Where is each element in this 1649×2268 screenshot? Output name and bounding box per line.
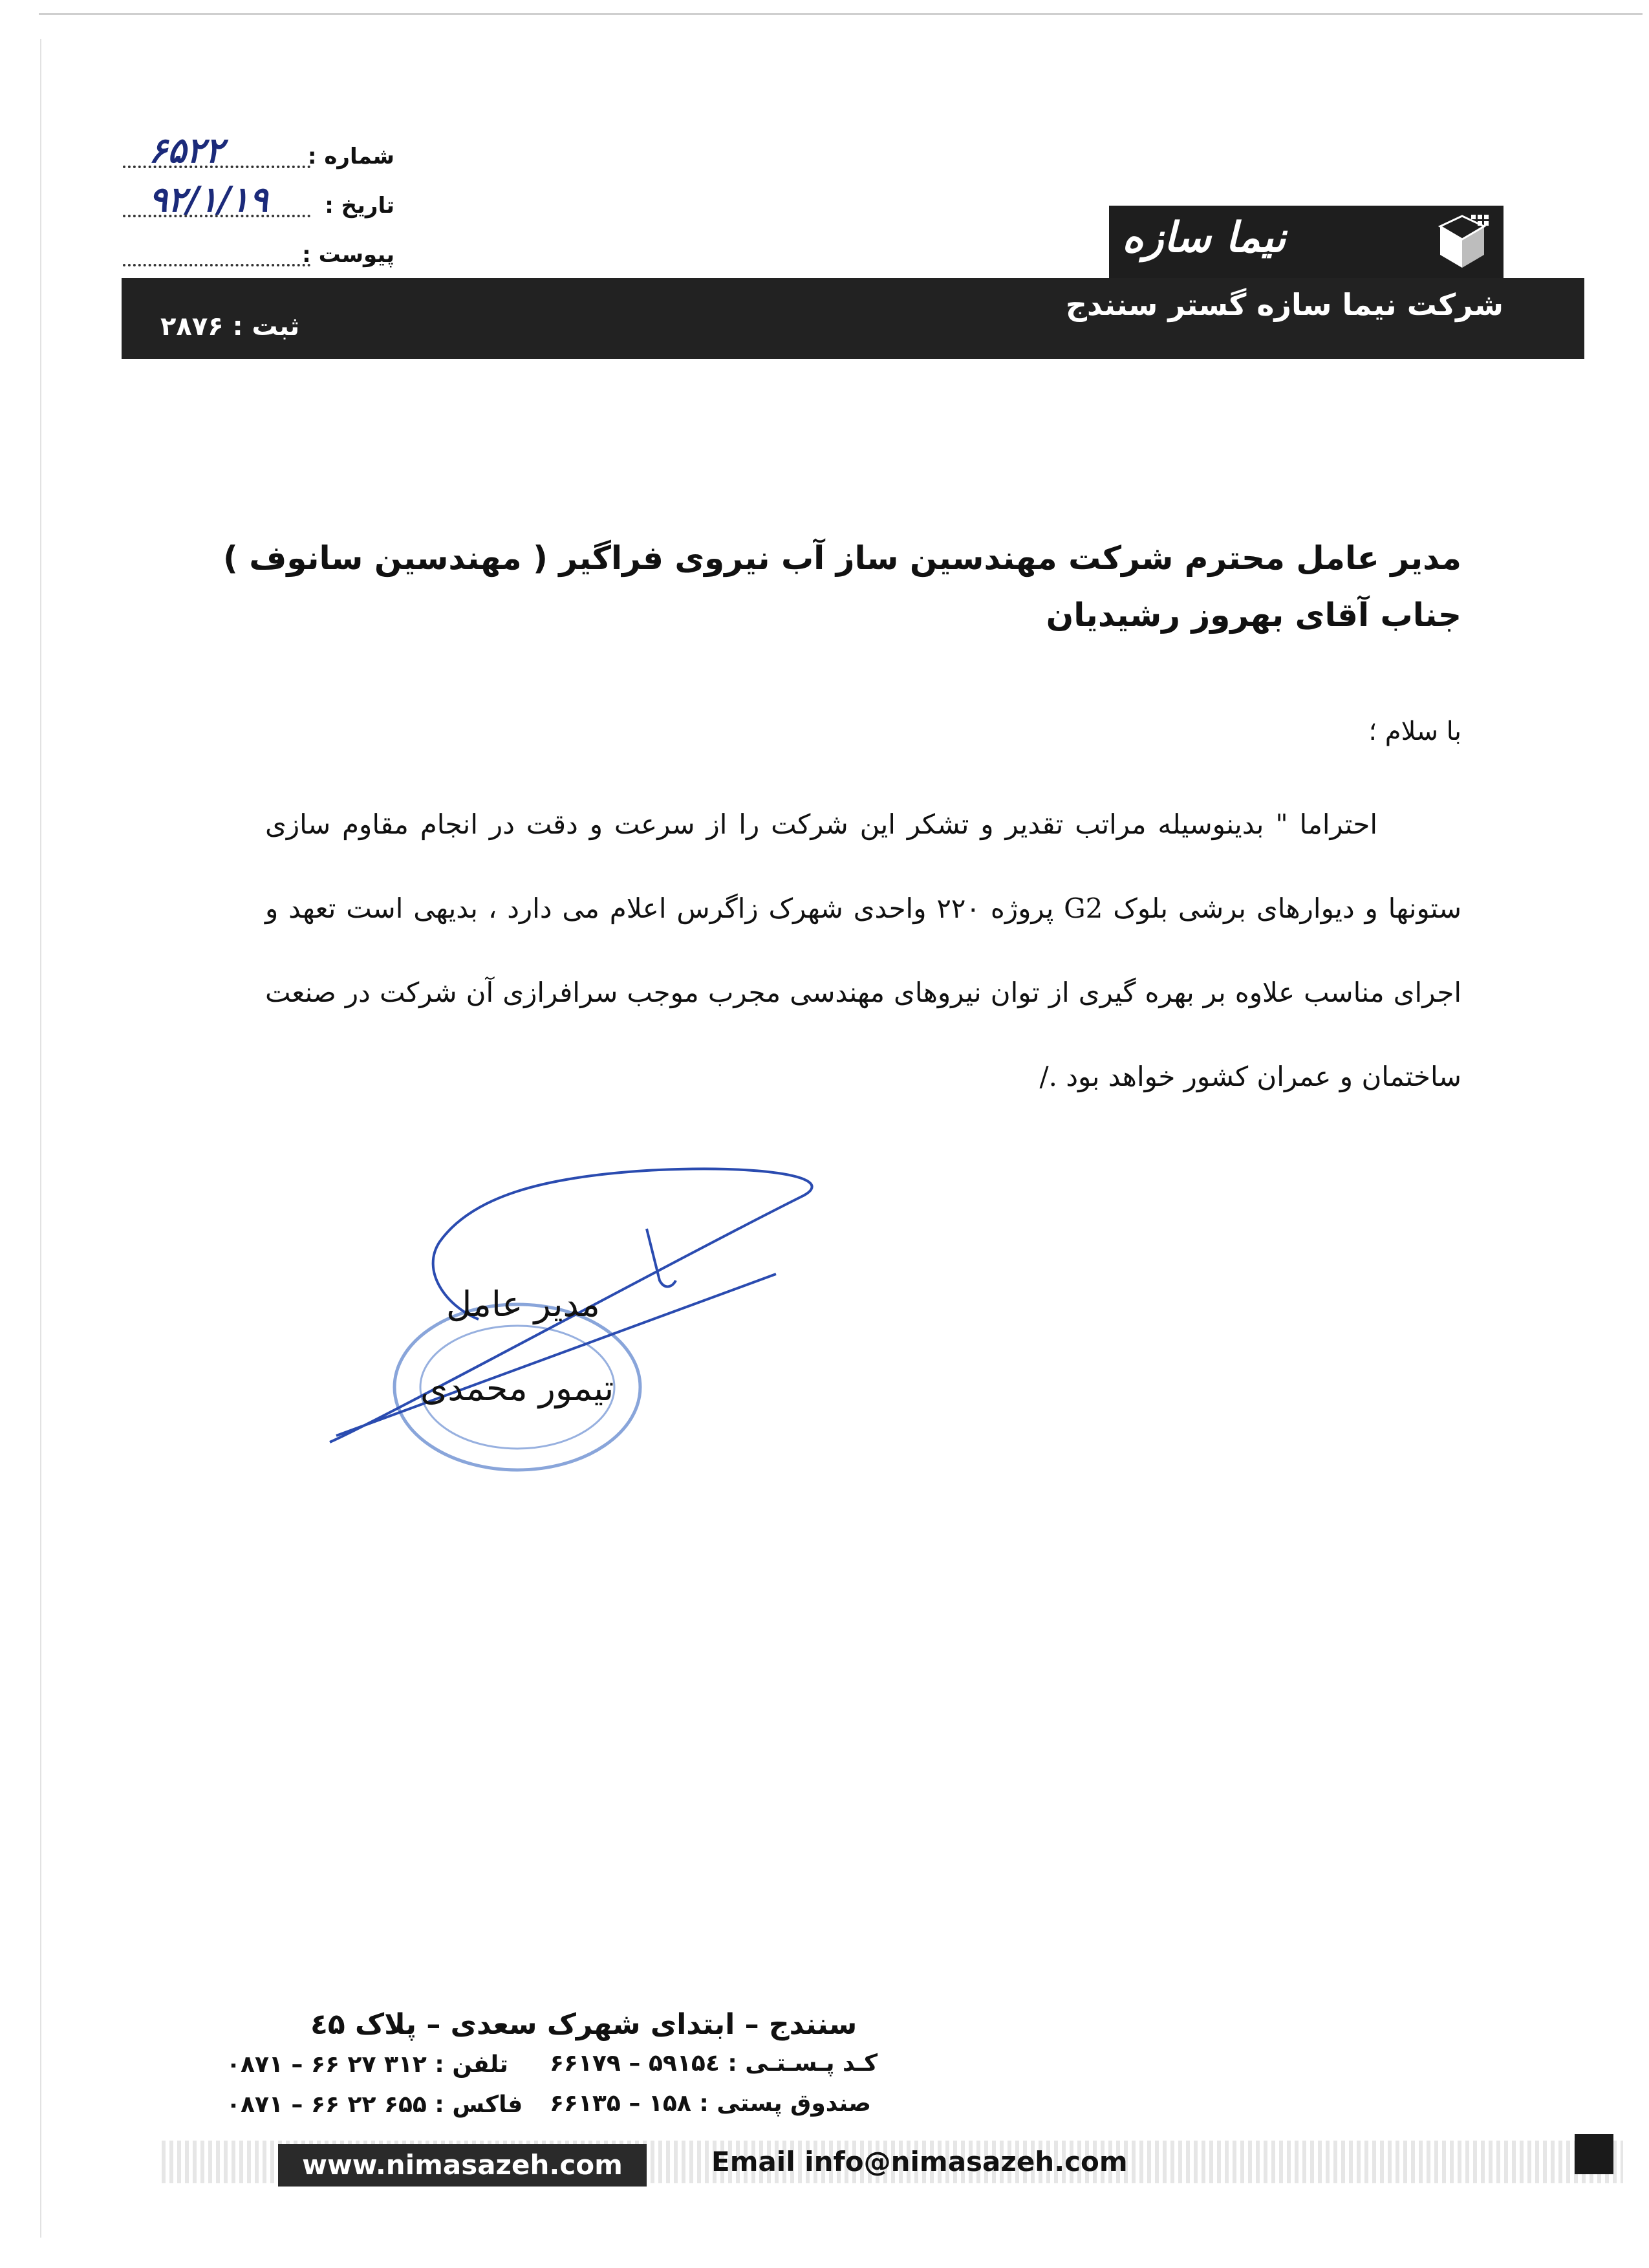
letter-meta <box>123 129 394 291</box>
attachment-dots <box>123 264 310 266</box>
footer-email: Email info@nimasazeh.com <box>711 2146 1128 2177</box>
date-value: ۹۲/۱/۱۹ <box>149 178 268 220</box>
footer-website: www.nimasazeh.com <box>278 2144 647 2187</box>
date-row <box>123 178 394 242</box>
company-name: شرکت نیما سازه گستر سنندج <box>1065 287 1503 322</box>
attachment-label: پیوست : <box>302 242 394 268</box>
registration-number: ثبت : ۲۸۷۶ <box>160 312 300 341</box>
signature-title: مدیر عامل <box>446 1284 600 1324</box>
page-top-edge <box>39 13 1643 15</box>
footer-fax: فاکس : ۶۵۵ ۲۲ ۶۶ – ۰۸۷۱ <box>226 2091 523 2118</box>
page-left-edge <box>40 39 41 2238</box>
addressee-line-1: مدیر عامل محترم شرکت مهندسین ساز آب نیروی فراگیر ( مهندسین سانوف ) <box>223 539 1461 577</box>
number-label: شماره : <box>307 144 394 169</box>
signature-name: تیمور محمدی <box>420 1368 614 1409</box>
date-label: تاریخ : <box>325 193 394 219</box>
footer-po-box: صندوق پستی : ۱۵۸ – ۶۶۱۳۵ <box>550 2090 871 2117</box>
footer-postal-code: کـد پـسـتـی : ۵۹۱۵٤ – ۶۶۱۷۹ <box>550 2050 878 2077</box>
greeting: با سلام ؛ <box>1368 717 1461 746</box>
footer-address: سنندج – ابتدای شهرک سعدی – پلاک ٤۵ <box>310 2008 857 2041</box>
addressee <box>168 530 1461 643</box>
letter-body-text: احتراما " بدینوسیله مراتب تقدیر و تشکر این شرکت را از سرعت و دقت در انجام مقاوم سازی ستونها و دیوارهای برشی بلوک G2 پروژه ۲۲۰ واحدی شهرک زاگرس اعلام می دارد ، بدیهی است تعهد و اجرای مناسب علاوه بر بهره گیری از توان نیروهای مهندسی مجرب موجب سرافرازی آن شرکت در صنعت ساختمان و عمران کشور خواهد بود ./ <box>265 808 1462 1092</box>
footer-phone: تلفن : ۳۱۲ ۲۷ ۶۶ – ۰۸۷۱ <box>226 2051 508 2078</box>
addressee-line-2: جناب آقای بهروز رشیدیان <box>1046 596 1461 634</box>
footer-corner-block <box>1575 2134 1613 2174</box>
logo-wordmark: نیما سازه <box>1122 213 1286 262</box>
signature-stamp-graphic <box>310 1158 854 1494</box>
logo-cube-icon <box>1434 213 1491 270</box>
letter-body <box>265 783 1461 1119</box>
number-value: ۶۵۲۲ <box>149 129 224 171</box>
header-band <box>122 278 1584 359</box>
company-logo <box>1109 206 1503 278</box>
